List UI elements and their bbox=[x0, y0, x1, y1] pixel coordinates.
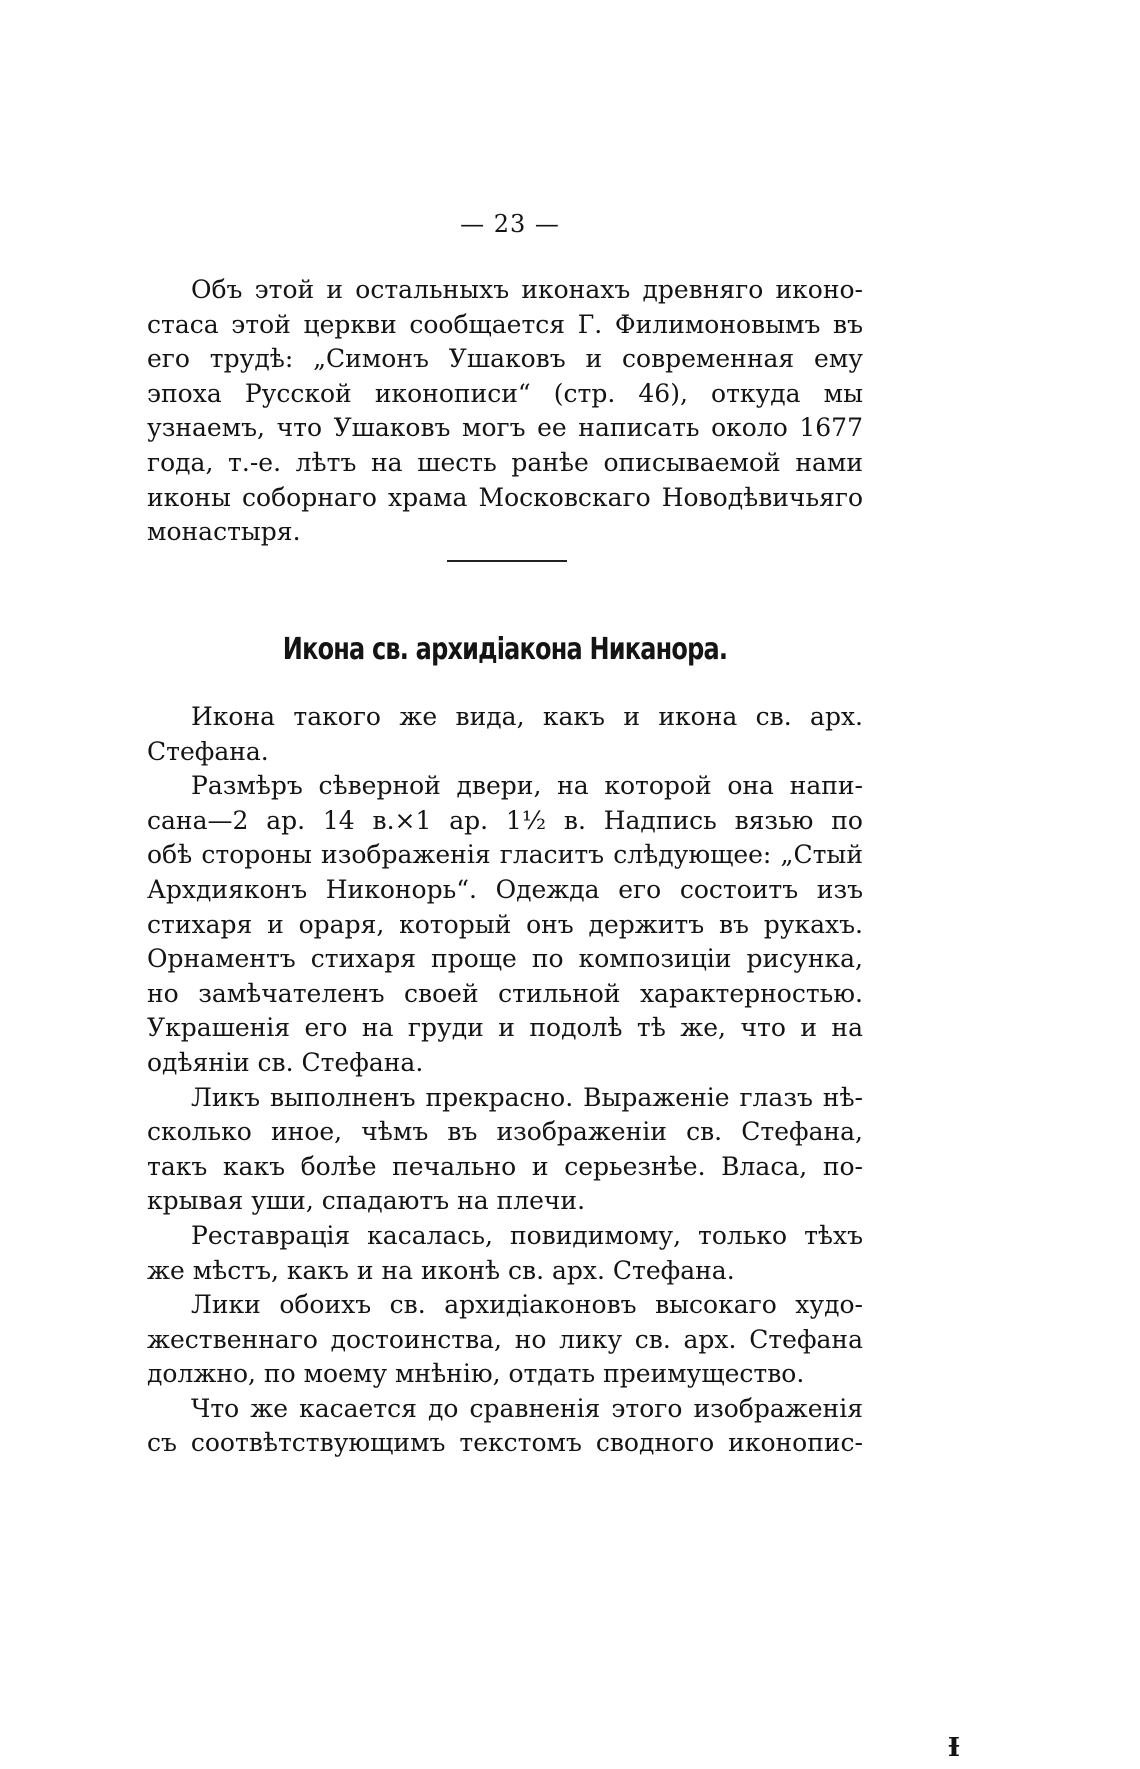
text-line: узнаемъ, что Ушаковъ могъ ее написать около 1677 bbox=[147, 413, 863, 443]
text-line: жественнаго достоинства, но лику св. арх. Стефана bbox=[147, 1324, 863, 1354]
text-line: Икона такого же вида, какъ и икона св. арх. bbox=[191, 702, 863, 731]
text-line: Ликъ выполненъ прекрасно. Выраженіе глазъ нѣ- bbox=[191, 1082, 863, 1112]
text-line: Реставрація касалась, повидимому, только тѣхъ bbox=[191, 1220, 863, 1250]
paragraph bbox=[147, 1081, 863, 1219]
text-line: такъ какъ болѣе печально и серьезнѣе. Власа, по- bbox=[147, 1151, 863, 1181]
text-line: Объ этой и остальныхъ иконахъ древняго иконо- bbox=[191, 275, 863, 304]
text-line: Орнаментъ стихаря проще по композиціи рисунка, bbox=[147, 944, 863, 974]
text-line: Размѣръ сѣверной двери, на которой она напи- bbox=[191, 771, 863, 801]
text-line: сколько иное, чѣмъ въ изображеніи св. Стефана, bbox=[147, 1117, 863, 1147]
text-line: но замѣчателенъ своей стильной характерностью. bbox=[147, 978, 863, 1008]
paragraph bbox=[147, 700, 863, 769]
text-line: стихаря и ораря, который онъ держитъ въ рукахъ. bbox=[147, 909, 863, 939]
intro-paragraph bbox=[147, 273, 863, 550]
text-line: же мѣстъ, какъ и на иконѣ св. арх. Стефана. bbox=[147, 1255, 735, 1285]
section-heading: Икона св. архидіакона Никанора. bbox=[282, 632, 728, 667]
text-line: обѣ стороны изображенія гласитъ слѣдующее: „Стый bbox=[147, 840, 863, 870]
text-line: Архдияконъ Никонорь“. Одежда его состоитъ изъ bbox=[147, 874, 863, 904]
section-divider bbox=[447, 560, 567, 562]
page-number: — 23 — bbox=[460, 210, 560, 238]
section-body bbox=[147, 700, 863, 1461]
text-line: сана—2 ар. 14 в.×1 ар. 1½ в. Надпись вязью по bbox=[147, 805, 863, 835]
text-line: Стефана. bbox=[147, 736, 269, 766]
text-line: эпоха Русской иконописи“ (стр. 46), откуда мы bbox=[147, 378, 863, 408]
text-line: крывая уши, спадаютъ на плечи. bbox=[147, 1186, 586, 1216]
text-line: Что же касается до сравненія этого изображенія bbox=[191, 1393, 863, 1423]
text-line: стаса этой церкви сообщается Г. Филимоновымъ въ bbox=[147, 309, 863, 339]
text-line: иконы соборнаго храма Московскаго Новодѣвичьяго bbox=[147, 482, 863, 512]
text-line: съ соотвѣтствующимъ текстомъ сводного иконопис- bbox=[147, 1428, 863, 1458]
text-line: года, т.-е. лѣтъ на шесть ранѣе описываемой нами bbox=[147, 447, 863, 477]
paragraph bbox=[147, 1219, 863, 1288]
text-line: одѣяніи св. Стефана. bbox=[147, 1047, 424, 1077]
text-line: Украшенія его на груди и подолѣ тѣ же, что и на bbox=[147, 1013, 863, 1043]
paragraph bbox=[147, 1392, 863, 1461]
text-line: его трудѣ: „Симонъ Ушаковъ и современная ему bbox=[147, 344, 863, 374]
text-line: должно, по моему мнѣнію, отдать преимущество. bbox=[147, 1359, 805, 1389]
text-line: монастыря. bbox=[147, 517, 301, 547]
corner-mark: Ɨ bbox=[947, 1733, 960, 1763]
paragraph bbox=[147, 769, 863, 1080]
text-line: Лики обоихъ св. архидіаконовъ высокаго худо- bbox=[191, 1290, 863, 1320]
paragraph bbox=[147, 1288, 863, 1392]
